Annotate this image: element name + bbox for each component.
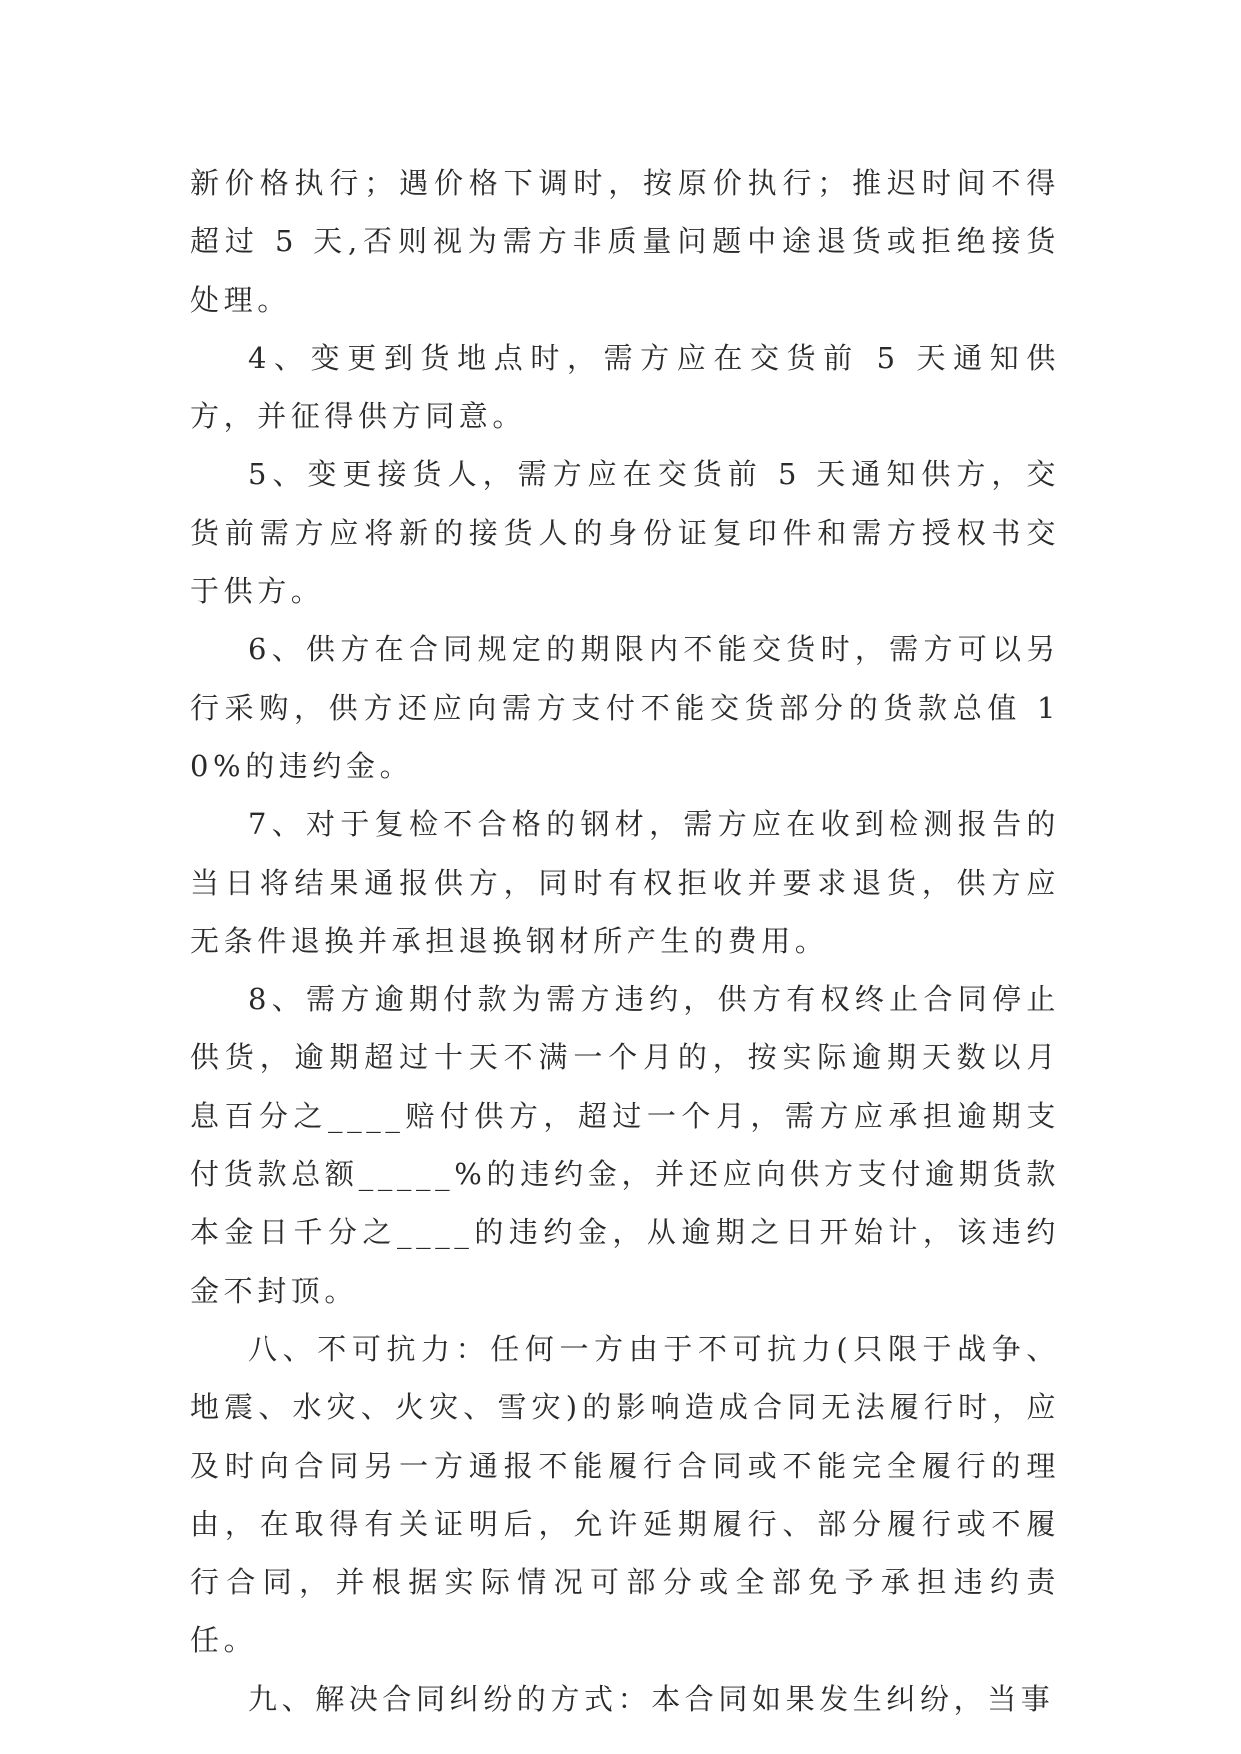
paragraph-item-5: 5、变更接货人，需方应在交货前 5 天通知供方，交货前需方应将新的接货人的身份证复印件和需方授权书交于供方。 (190, 457, 1060, 609)
paragraph-item-6: 6、供方在合同规定的期限内不能交货时，需方可以另行采购，供方还应向需方支付不能交货部分的货款总值 10%的违约金。 (190, 632, 1060, 783)
paragraph-continued: 新价格执行；遇价格下调时，按原价执行；推迟时间不得超过 5 天,否则视为需方非质量问题中途退货或拒绝接货处理。 (190, 166, 1060, 317)
paragraph-item-4: 4、变更到货地点时，需方应在交货前 5 天通知供方，并征得供方同意。 (190, 340, 1060, 434)
paragraph-item-7: 7、对于复检不合格的钢材，需方应在收到检测报告的当日将结果通报供方，同时有权拒收并要求退货，供方应无条件退换并承担退换钢材所产生的费用。 (190, 807, 1060, 958)
paragraph-section-force-majeure: 八、不可抗力：任何一方由于不可抗力(只限于战争、地震、水灾、火灾、雪灾)的影响造成合同无法履行时，应及时向合同另一方通报不能履行合同或不能完全履行的理由，在取得有关证明后，允许延期履行、部分履行或不履行合同，并根据实际情况可部分或全部免予承担违约责任。 (190, 1331, 1060, 1658)
paragraph-item-8: 8、需方逾期付款为需方违约，供方有权终止合同停止供货，逾期超过十天不满一个月的，按实际逾期天数以月息百分之____赔付供方，超过一个月，需方应承担逾期支付货款总额_____%的违约金，并还应向供方支付逾期货款本金日千分之____的违约金，从逾期之日开始计，该违约金不封顶。 (190, 982, 1060, 1308)
document-body (190, 154, 1060, 1728)
paragraph-section-dispute-resolution: 九、解决合同纠纷的方式：本合同如果发生纠纷，当事 (248, 1681, 1055, 1716)
